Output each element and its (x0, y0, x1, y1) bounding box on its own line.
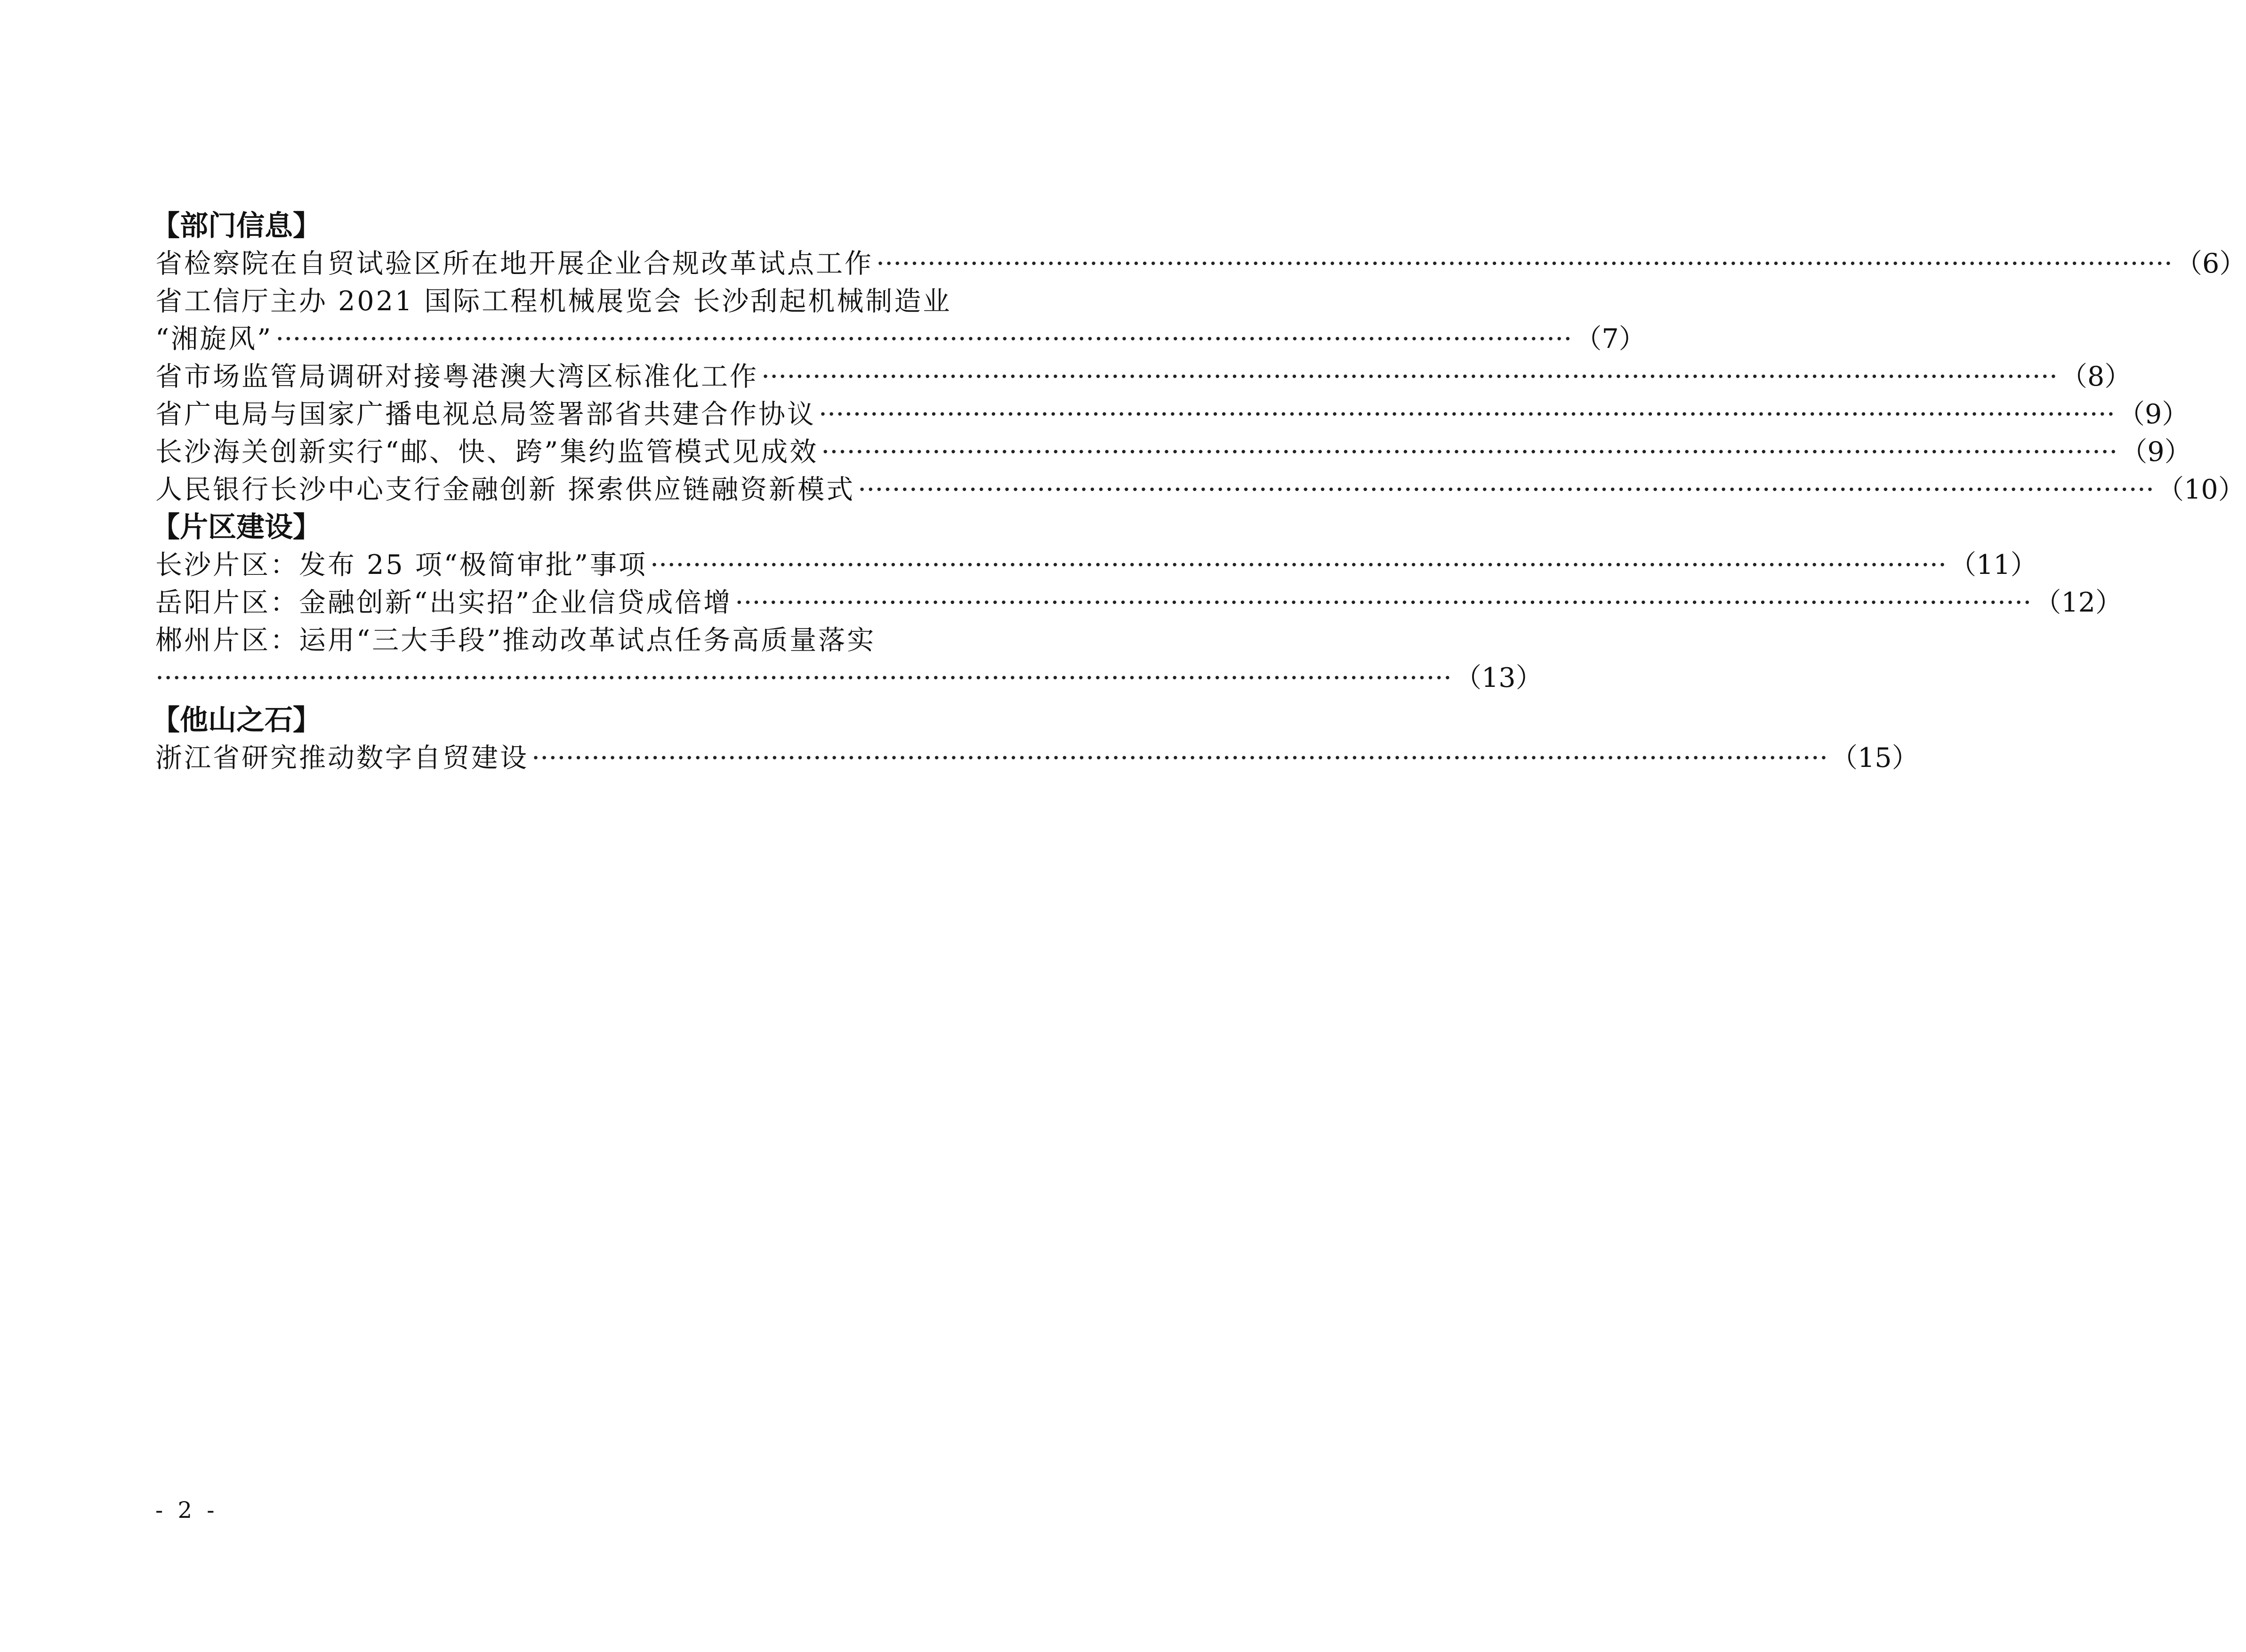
dot-leader (821, 433, 2117, 471)
dot-leader (858, 471, 2154, 508)
entry-title: 长沙海关创新实行“邮、快、跨”集约监管模式见成效 (155, 436, 819, 467)
entry-page: （6） (2175, 248, 2246, 279)
toc-entry[interactable] (155, 546, 2037, 584)
section-heading: 【片区建设】 (152, 511, 321, 544)
entry-page: （9） (2120, 436, 2191, 467)
toc-entry[interactable] (155, 659, 1543, 697)
dot-leader (275, 320, 1572, 358)
entry-page: （12） (2034, 587, 2122, 618)
toc-entry[interactable] (155, 471, 2245, 508)
dot-leader (819, 395, 2115, 433)
entry-page: （10） (2157, 474, 2245, 505)
entry-title: 省市场监管局调研对接粤港澳大湾区标准化工作 (155, 361, 758, 392)
section-heading: 【部门信息】 (152, 210, 321, 242)
entry-title: 人民银行长沙中心支行金融创新 探索供应链融资新模式 (155, 474, 855, 505)
entry-page: （11） (1949, 549, 2037, 580)
page-number: - 2 - (155, 1497, 218, 1523)
toc-entry[interactable] (155, 584, 2122, 621)
section-heading: 【他山之石】 (152, 704, 321, 737)
entry-title: 长沙片区：发布 25 项“极简审批”事项 (155, 549, 648, 580)
dot-leader (650, 546, 1947, 584)
entry-page: （13） (1455, 662, 1543, 693)
entry-page: （15） (1831, 742, 1919, 774)
table-of-contents (152, 207, 2246, 777)
dot-leader (876, 245, 2173, 282)
toc-entry[interactable] (155, 245, 2246, 282)
entry-page: （9） (2118, 399, 2189, 430)
toc-entry[interactable] (155, 739, 1919, 777)
dot-leader (531, 739, 1828, 777)
toc-entry[interactable] (155, 395, 2189, 433)
entry-title: 省广电局与国家广播电视总局签署部省共建合作协议 (155, 399, 816, 430)
entry-title-line[interactable]: 郴州片区：运用“三大手段”推动改革试点任务高质量落实 (155, 625, 876, 656)
dot-leader (735, 584, 2031, 621)
dot-leader (761, 358, 2058, 395)
entry-title-line[interactable]: 省工信厅主办 2021 国际工程机械展览会 长沙刮起机械制造业 (155, 286, 952, 317)
entry-title: 浙江省研究推动数字自贸建设 (155, 742, 529, 774)
dot-leader (155, 659, 1452, 697)
toc-entry[interactable] (155, 433, 2191, 471)
entry-title: 岳阳片区：金融创新“出实招”企业信贷成倍增 (155, 587, 733, 618)
entry-title: 省检察院在自贸试验区所在地开展企业合规改革试点工作 (155, 248, 873, 279)
toc-entry[interactable] (155, 320, 1646, 358)
toc-entry[interactable] (155, 358, 2132, 395)
entry-page: （8） (2061, 361, 2132, 392)
entry-page: （7） (1575, 323, 1646, 355)
entry-title: “湘旋风” (155, 323, 273, 355)
